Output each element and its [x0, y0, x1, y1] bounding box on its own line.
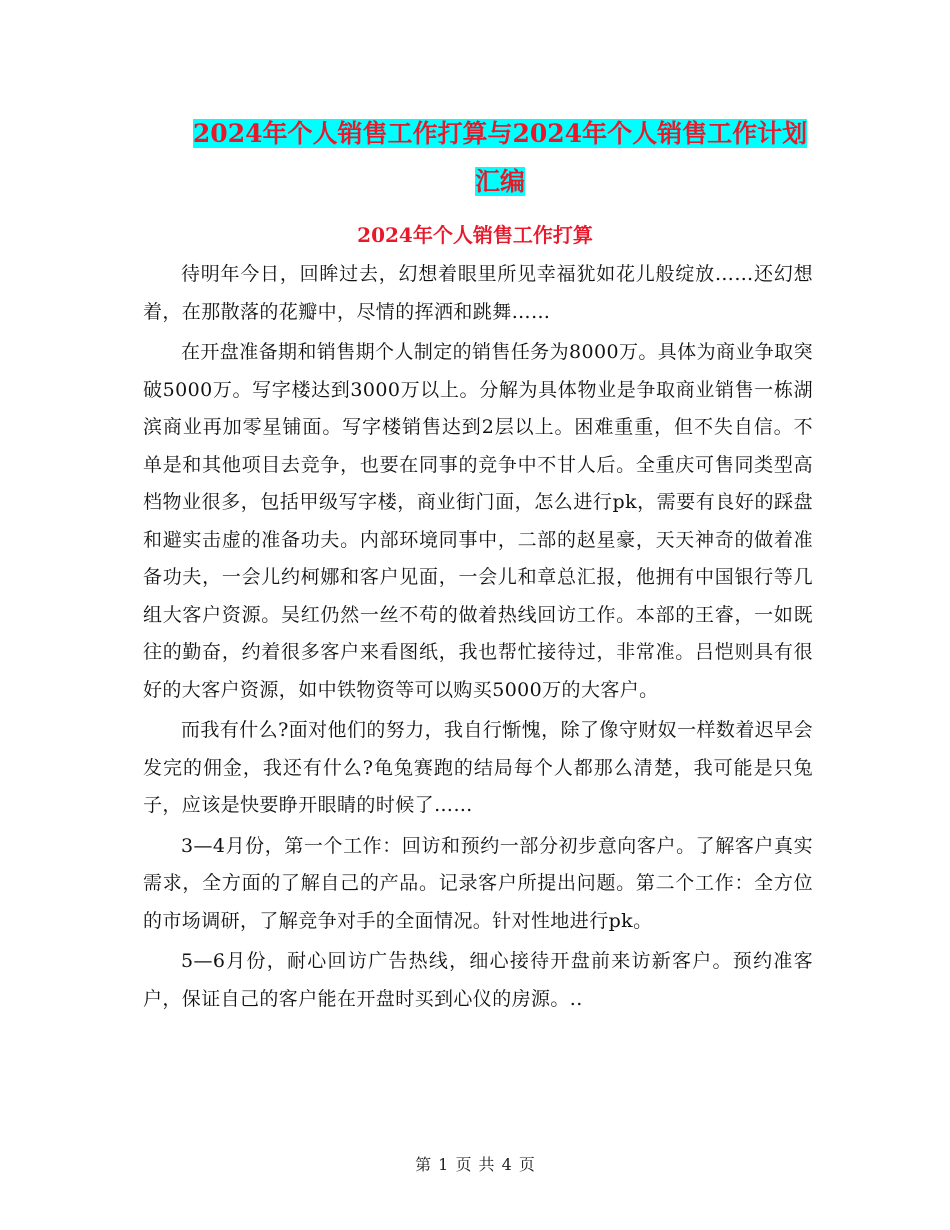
paragraph: 5—6月份，耐心回访广告热线，细心接待开盘前来访新客户。预约准客户，保证自己的客户能在开盘时买到心仪的房源。.. — [143, 950, 813, 1010]
section-title: 2024年个人销售工作打算 — [357, 223, 593, 247]
paragraph: 在开盘准备期和销售期个人制定的销售任务为8000万。具体为商业争取突破5000万。写字楼达到3000万以上。分解为具体物业是争取商业销售一栋湖滨商业再加零星铺面。写字楼销售达到2层以上。困难重重，但不失自信。不单是和其他项目去竞争，也要在同事的竞争中不甘人后。全重庆可售同类型高档物业很多，包括甲级写字楼，商业街门面，怎么进行pk，需要有良好的踩盘和避实击虚的准备功夫。内部环境同事中，二部的赵星豪，天天神奇的做着准备功夫，一会儿约柯娜和客户见面，一会儿和章总汇报，他拥有中国银行等几组大客户资源。吴红仍然一丝不苟的做着热线回访工作。本部的王睿，一如既往的勤奋，约着很多客户来看图纸，我也帮忙接待过，非常准。吕恺则具有很好的大客户资源，如中铁物资等可以购买5000万的大客户。 — [143, 341, 813, 701]
document-body — [143, 256, 813, 1021]
paragraph: 待明年今日，回眸过去，幻想着眼里所见幸福犹如花儿般绽放……还幻想着，在那散落的花瓣中，尽情的挥洒和跳舞…… — [143, 263, 813, 323]
paragraph: 3—4月份，第一个工作：回访和预约一部分初步意向客户。了解客户真实需求，全方面的了解自己的产品。记录客户所提出问题。第二个工作：全方位的市场调研，了解竞争对手的全面情况。针对性地进行pk。 — [143, 834, 813, 932]
document-title-line1: 2024年个人销售工作打算与2024年个人销售工作计划 — [192, 119, 808, 148]
document-title — [150, 110, 850, 206]
page-footer: 第 1 页 共 4 页 — [415, 1155, 535, 1174]
paragraph: 而我有什么?面对他们的努力，我自行惭愧，除了像守财奴一样数着迟早会发完的佣金，我还有什么?龟兔赛跑的结局每个人都那么清楚，我可能是只兔子，应该是快要睁开眼睛的时候了…… — [143, 719, 813, 816]
document-title-line2: 汇编 — [474, 167, 525, 196]
